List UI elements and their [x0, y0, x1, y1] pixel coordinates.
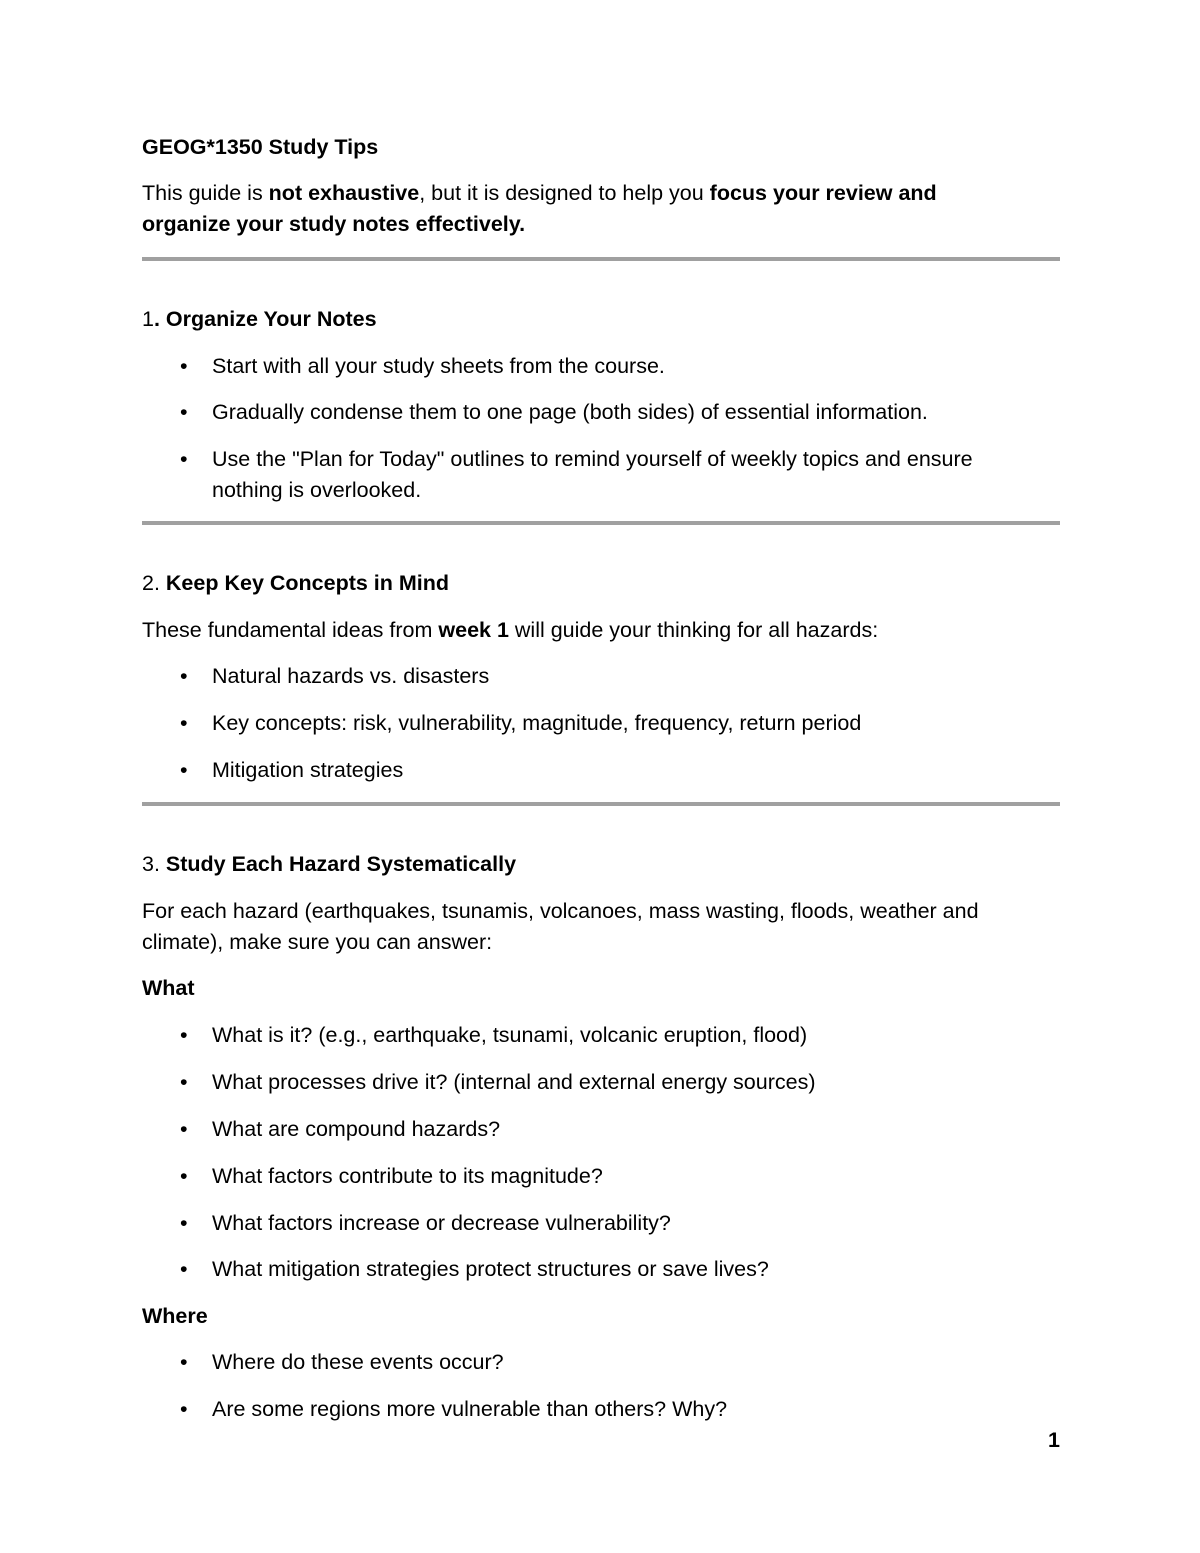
section-3-title: Study Each Hazard Systematically: [165, 852, 517, 876]
section-2-number: 2.: [142, 571, 166, 595]
intro-bold-2: focus your review and: [709, 181, 937, 205]
section-2-intro: [142, 615, 878, 646]
bullet-icon: •: [180, 1211, 188, 1235]
bullet-icon: •: [180, 1257, 188, 1281]
section-1-number: 1: [142, 307, 154, 331]
section-3-heading: [142, 849, 516, 880]
intro-text-2: , but it is designed to help you: [419, 181, 710, 205]
section-2-intro-bold: week 1: [438, 618, 509, 642]
bullet-icon: •: [180, 1164, 188, 1188]
bullet-icon: •: [180, 758, 188, 782]
list-item: Use the "Plan for Today" outlines to remind yourself of weekly topics and ensure: [212, 447, 973, 471]
section-2-intro-text-2: will guide your thinking for all hazards:: [508, 618, 879, 642]
bullet-icon: •: [180, 447, 188, 471]
page-number: 1: [1048, 1428, 1060, 1452]
bullet-icon: •: [180, 1117, 188, 1141]
list-item: What processes drive it? (internal and external energy sources): [212, 1070, 816, 1094]
list-item: Start with all your study sheets from the course.: [212, 354, 665, 378]
list-item: Natural hazards vs. disasters: [212, 664, 490, 688]
section-3-intro-line-2: climate), make sure you can answer:: [142, 930, 493, 954]
section-divider: [142, 257, 1060, 261]
section-1-heading: [142, 304, 377, 335]
bullet-icon: •: [180, 1350, 188, 1374]
list-item-continuation: nothing is overlooked.: [212, 478, 422, 502]
section-2-intro-text-1: These fundamental ideas from: [142, 618, 439, 642]
where-subheading: Where: [142, 1304, 208, 1328]
bullet-icon: •: [180, 1070, 188, 1094]
intro-text-1: This guide is: [142, 181, 269, 205]
section-divider: [142, 521, 1060, 525]
bullet-icon: •: [180, 664, 188, 688]
list-item: Where do these events occur?: [212, 1350, 504, 1374]
list-item: What mitigation strategies protect structures or save lives?: [212, 1257, 769, 1281]
list-item: What factors increase or decrease vulnerability?: [212, 1211, 671, 1235]
document-title: GEOG*1350 Study Tips: [142, 135, 379, 159]
bullet-icon: •: [180, 354, 188, 378]
section-3-number: 3.: [142, 852, 166, 876]
section-3-intro-line-1: For each hazard (earthquakes, tsunamis, volcanoes, mass wasting, floods, weather and: [142, 899, 979, 923]
section-2-heading: [142, 568, 449, 599]
bullet-icon: •: [180, 711, 188, 735]
intro-bold-1: not exhaustive: [268, 181, 420, 205]
section-divider: [142, 802, 1060, 806]
bullet-icon: •: [180, 400, 188, 424]
list-item: Gradually condense them to one page (both sides) of essential information.: [212, 400, 928, 424]
document-page: [142, 0, 1060, 1553]
intro-line-1: [142, 178, 937, 209]
list-item: Key concepts: risk, vulnerability, magnitude, frequency, return period: [212, 711, 862, 735]
intro-line-2: organize your study notes effectively.: [142, 212, 526, 236]
list-item: What factors contribute to its magnitude?: [212, 1164, 603, 1188]
bullet-icon: •: [180, 1397, 188, 1421]
list-item: Are some regions more vulnerable than others? Why?: [212, 1397, 728, 1421]
section-1-title: . Organize Your Notes: [153, 307, 377, 331]
list-item: What is it? (e.g., earthquake, tsunami, volcanic eruption, flood): [212, 1023, 808, 1047]
section-2-title: Keep Key Concepts in Mind: [165, 571, 450, 595]
what-subheading: What: [142, 976, 195, 1000]
bullet-icon: •: [180, 1023, 188, 1047]
list-item: What are compound hazards?: [212, 1117, 501, 1141]
list-item: Mitigation strategies: [212, 758, 404, 782]
